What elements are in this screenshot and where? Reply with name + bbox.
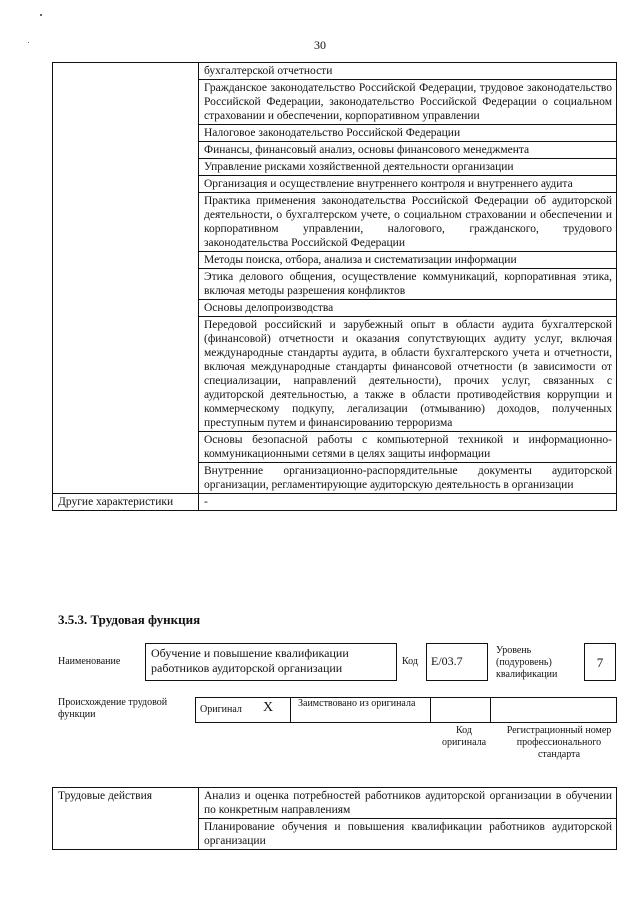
labor-actions-label: Трудовые действия bbox=[53, 788, 199, 850]
scan-speck bbox=[40, 14, 42, 16]
knowledge-item: Основы безопасной работы с компьютерной техникой и информационно-коммуникационными сетями в целях защиты информации bbox=[199, 432, 617, 463]
table-row bbox=[53, 494, 617, 511]
labor-action-item: Анализ и оценка потребностей работников аудиторской организации в обучении по конкретным направлениям bbox=[199, 788, 617, 819]
code-value: E/03.7 bbox=[431, 654, 463, 668]
labor-actions-table bbox=[52, 787, 617, 850]
knowledge-item: бухгалтерской отчетности bbox=[199, 63, 617, 80]
knowledge-item: Гражданское законодательство Российской Федерации, трудовое законодательство Российской Федерации, законодательство Российской Федерации о социальном страховании и обеспечении, корпоративном управлении bbox=[199, 80, 617, 125]
knowledge-item: Финансы, финансовый анализ, основы финансового менеджмента bbox=[199, 142, 617, 159]
origin-label: Происхождение трудовой функции bbox=[58, 697, 168, 720]
knowledge-item: Методы поиска, отбора, анализа и систематизации информации bbox=[199, 252, 617, 269]
code-value-box bbox=[426, 643, 488, 681]
knowledge-table bbox=[52, 62, 617, 511]
code-original-label: Код оригинала bbox=[441, 725, 487, 748]
knowledge-item: Организация и осуществление внутреннего контроля и внутреннего аудита bbox=[199, 176, 617, 193]
section-title: 3.5.3. Трудовая функция bbox=[58, 612, 201, 627]
table-row bbox=[53, 788, 617, 819]
level-label: Уровень (подуровень) квалификации bbox=[496, 645, 558, 680]
other-characteristics-label: Другие характеристики bbox=[53, 494, 199, 511]
knowledge-item: Передовой российский и зарубежный опыт в области аудита бухгалтерской (финансовой) отчетности и оказания сопутствующих аудиту услуг, включая международные стандарты аудита, в области бухгалтерского учета и отчетности, включая международные стандарты финансовой отчетности (в зависимости от специализации, направлений деятельности), прочих услуг, связанных с аудиторской деятельностью, а также в области противодействия коррупции и коммерческому подкупу, легализации (отмыванию) доходов, полученных преступным путем и финансированию терроризма bbox=[199, 317, 617, 432]
knowledge-item: Налоговое законодательство Российской Федерации bbox=[199, 125, 617, 142]
knowledge-item: Этика делового общения, осуществление коммуникаций, корпоративная этика, включая методы разрешения конфликтов bbox=[199, 269, 617, 300]
knowledge-item: Практика применения законодательства Российской Федерации об аудиторской деятельности, о бухгалтерском учете, о социальном страховании и обеспечении и корпоративном управлении, налогового, гражданского, трудового законодательства Российской Федерации bbox=[199, 193, 617, 252]
borrowed-label: Заимствовано из оригинала bbox=[298, 698, 416, 709]
name-label: Наименование bbox=[58, 656, 121, 667]
original-mark: X bbox=[263, 700, 274, 715]
original-label: Оригинал bbox=[200, 704, 242, 715]
table-row bbox=[53, 63, 617, 80]
labor-action-item: Планирование обучения и повышения квалификации работников аудиторской организации bbox=[199, 819, 617, 850]
page-number: 30 bbox=[314, 38, 326, 52]
knowledge-item: Управление рисками хозяйственной деятельности организации bbox=[199, 159, 617, 176]
knowledge-item: Внутренние организационно-распорядительные документы аудиторской организации, регламентирующие аудиторскую деятельность в организации bbox=[199, 463, 617, 494]
code-label: Код bbox=[402, 656, 418, 667]
knowledge-item: - bbox=[199, 494, 617, 511]
name-value-box bbox=[145, 643, 397, 681]
knowledge-item: Основы делопроизводства bbox=[199, 300, 617, 317]
knowledge-label-cell bbox=[53, 63, 199, 494]
level-value-box bbox=[584, 643, 616, 681]
level-value: 7 bbox=[596, 655, 604, 670]
reg-number-label: Регистрационный номер профессионального стандарта bbox=[506, 725, 612, 760]
name-value: Обучение и повышение квалификации работников аудиторской организации bbox=[151, 646, 349, 675]
